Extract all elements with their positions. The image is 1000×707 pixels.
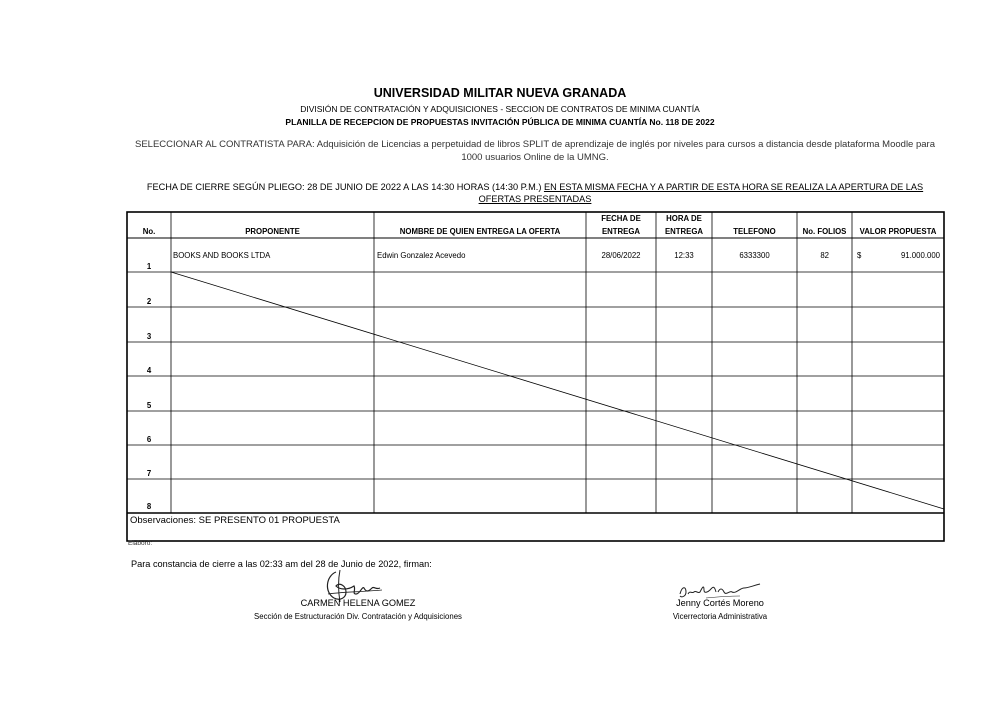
row1-currency: $ [857, 251, 862, 260]
opening-notice-text: EN ESTA MISMA FECHA Y A PARTIR DE ESTA HORA SE REALIZA LA APERTURA DE LAS OFERTAS PRESENTADAS [478, 182, 924, 204]
observaciones: Observaciones: SE PRESENTO 01 PROPUESTA [130, 515, 340, 526]
document-subtitle-planilla: PLANILLA DE RECEPCION DE PROPUESTAS INVITACIÓN PÚBLICA DE MINIMA CUANTÍA No. 118 DE 2022 [285, 117, 715, 127]
row-number-1: 1 [146, 262, 152, 271]
header-fecha-line2: ENTREGA [601, 227, 641, 236]
row-number-2: 2 [146, 297, 152, 306]
row-number-7: 7 [146, 469, 152, 478]
closing-date-text: FECHA DE CIERRE SEGÚN PLIEGO: 28 DE JUNIO DE 2022 A LAS 14:30 HORAS (14:30 P.M.) [146, 182, 544, 192]
header-fecha-entrega [586, 214, 656, 237]
header-no: No. [142, 227, 156, 236]
row-number-4: 4 [146, 366, 152, 375]
document-title: UNIVERSIDAD MILITAR NUEVA GRANADA [373, 86, 627, 100]
closing-statement [125, 182, 945, 205]
row-number-3: 3 [146, 332, 152, 341]
row1-proponente: BOOKS AND BOOKS LTDA [173, 251, 271, 260]
document-subtitle-division: DIVISIÓN DE CONTRATACIÓN Y ADQUISICIONES - SECCION DE CONTRATOS DE MINIMA CUANTÍA [300, 104, 700, 114]
signature-left-name: CARMEN HELENA GOMEZ [300, 598, 416, 608]
row1-telefono: 6333300 [739, 251, 770, 260]
row-number-5: 5 [146, 401, 152, 410]
header-hora-entrega [656, 214, 712, 237]
header-hora-line2: ENTREGA [664, 227, 704, 236]
header-folios: No. FOLIOS [802, 227, 847, 236]
row-number-6: 6 [146, 435, 152, 444]
row-number-8: 8 [146, 502, 152, 511]
header-fecha-line1: FECHA DE [601, 214, 641, 223]
header-telefono: TELEFONO [733, 227, 776, 236]
signature-right-role: Vicerrectoria Administrativa [672, 612, 768, 621]
elaboro-label: Elaboró: [128, 540, 153, 547]
signature-left-role: Sección de Estructuración Div. Contratación y Adquisiciones [254, 612, 462, 621]
header-nombre-entrega: NOMBRE DE QUIEN ENTREGA LA OFERTA [399, 227, 561, 236]
row1-folios: 82 [820, 251, 829, 260]
signature-right-name: Jenny Cortés Moreno [676, 598, 764, 608]
row1-hora: 12:33 [674, 251, 694, 260]
row1-fecha: 28/06/2022 [601, 251, 641, 260]
row1-nombre: Edwin Gonzalez Acevedo [377, 251, 466, 260]
constancia-statement: Para constancia de cierre a las 02:33 am del 28 de Junio de 2022, firman: [131, 559, 432, 569]
header-valor: VALOR PROPUESTA [859, 227, 937, 236]
header-hora-line1: HORA DE [666, 214, 702, 223]
purpose-statement: SELECCIONAR AL CONTRATISTA PARA: Adquisición de Licencias a perpetuidad de libros SPLIT de aprendizaje de inglés por niveles para cursos a distancia desde plataforma Moodle para 1000 usuarios Online de la UMNG. [134, 139, 935, 163]
header-proponente: PROPONENTE [245, 227, 300, 236]
row1-valor: 91.000.000 [900, 251, 940, 260]
